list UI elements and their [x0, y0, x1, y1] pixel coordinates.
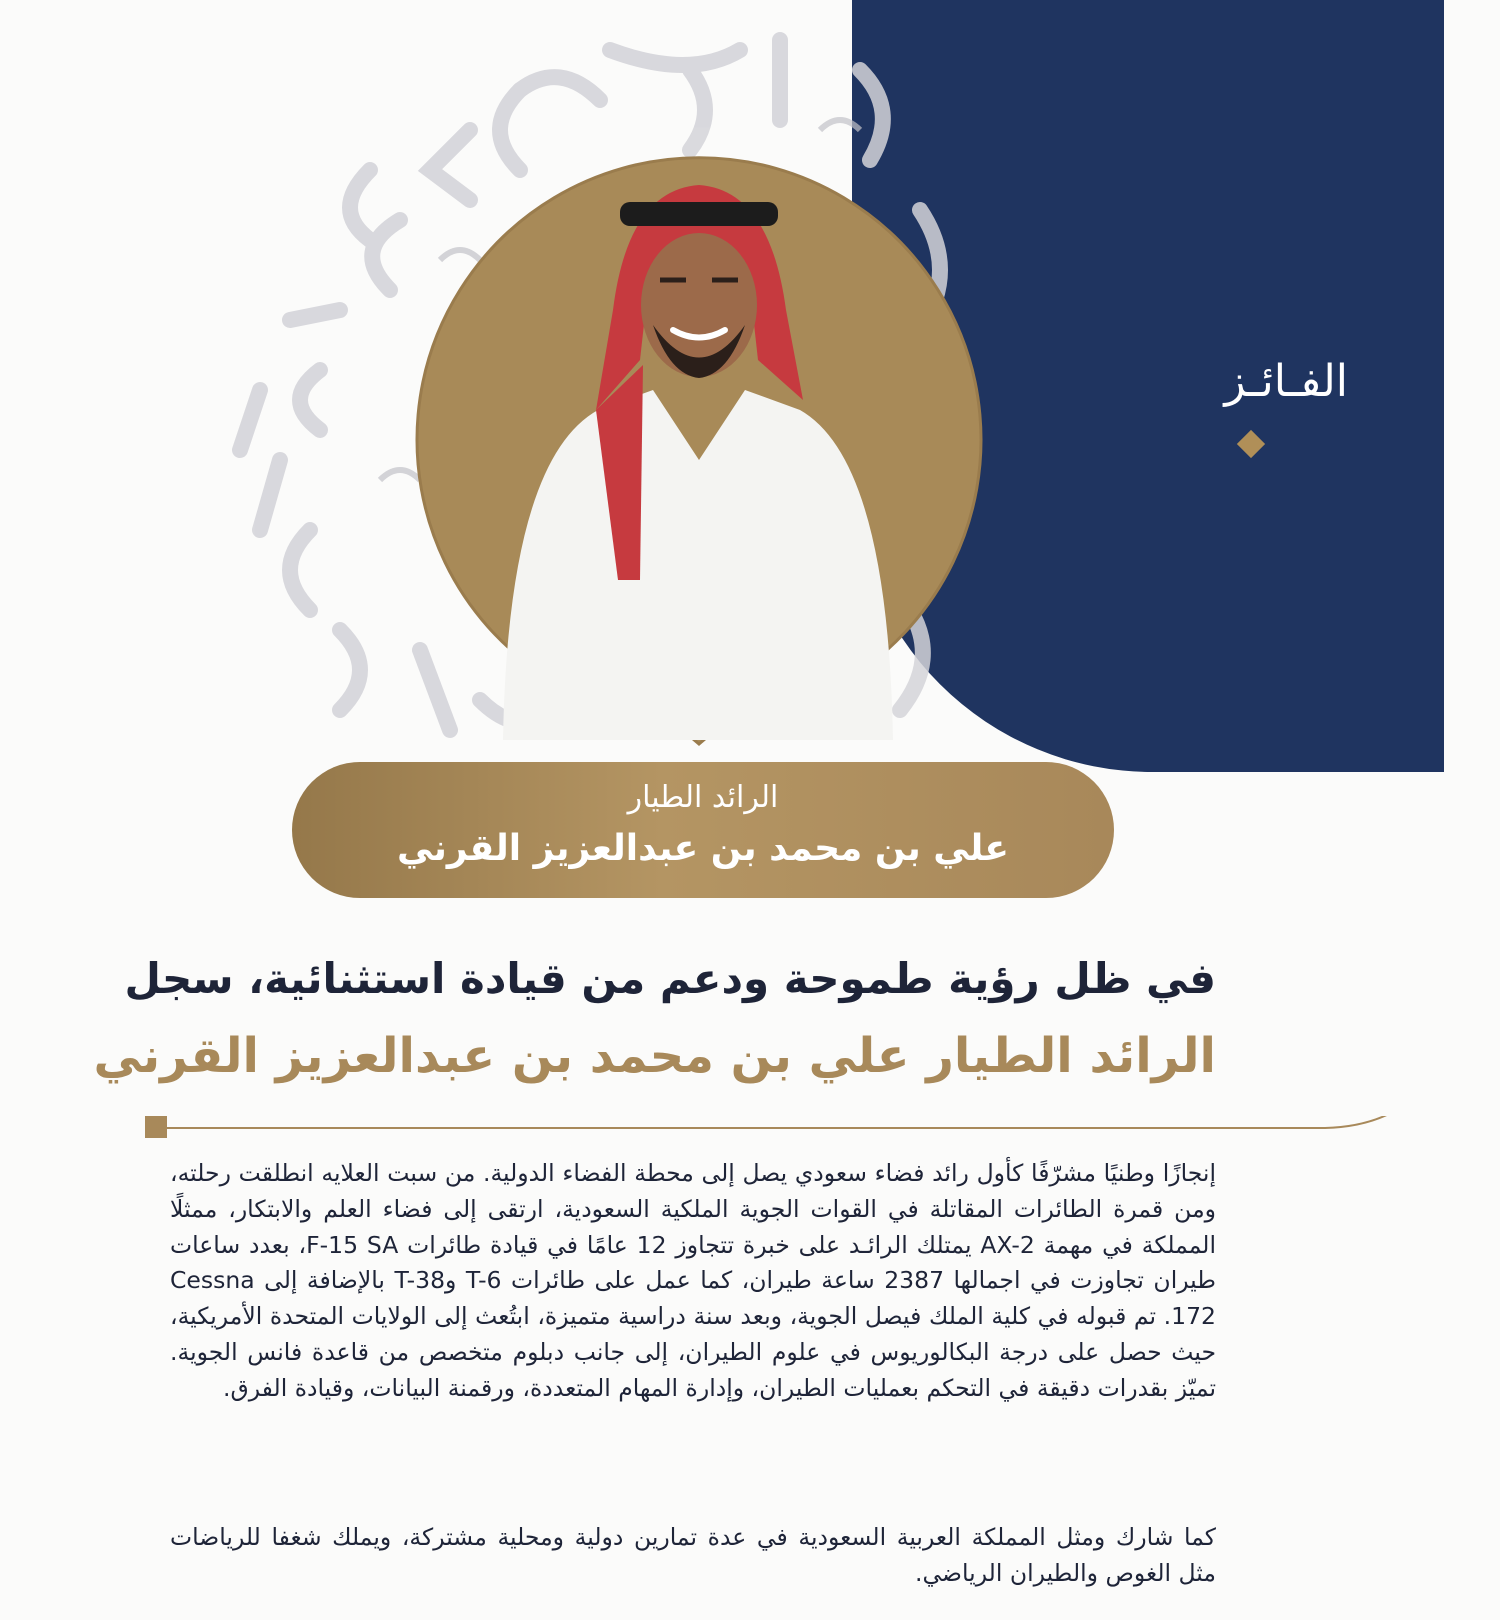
- headline-line-2: الرائد الطيار علي بن محمد بن عبدالعزيز القرني: [93, 1028, 1216, 1084]
- body-paragraph-1: إنجازًا وطنيًا مشرّفًا كأول رائد فضاء سعودي يصل إلى محطة الفضاء الدولية. من سبت العلايه انطلقت رحلته، ومن قمرة الطائرات المقاتلة في القوات الجوية الملكية السعودية، ارتقى إلى فضاء العلم والابتكار، ممثلًا المملكة في مهمة AX-2 يمتلك الرائـد على خبرة تتجاوز 12 عامًا في قيادة طائرات F-15 SA، بعدد ساعات طيران تجاوزت في اجمالها 2387 ساعة طيران، كما عمل على طائرات T-6 وT-38 بالإضافة إلى Cessna 172. تم قبوله في كلية الملك فيصل الجوية، وبعد سنة دراسية متميزة، ابتُعث إلى الولايات المتحدة الأمريكية، حيث حصل على درجة البكالوريوس في علوم الطيران، إلى جانب دبلوم متخصص من قاعدة فانس الجوية. تميّز بقدرات دقيقة في التحكم بعمليات الطيران، وإدارة المهام المتعددة، ورقمنة البيانات، وقيادة الفرق.: [170, 1159, 1216, 1402]
- portrait-medallion: [408, 140, 990, 750]
- winner-name: علي بن محمد بن عبدالعزيز القرني: [396, 828, 1010, 869]
- name-plate: [292, 762, 1114, 898]
- body-paragraph-2: كما شارك ومثل المملكة العربية السعودية في عدة تمارين دولية ومحلية مشتركة، ويملك شغفا للرياضات مثل الغوص والطيران الرياضي.: [170, 1523, 1216, 1587]
- headline-line-1: في ظل رؤية طموحة ودعم من قيادة استثنائية، سجل: [124, 954, 1216, 1003]
- divider-line: [145, 1116, 1445, 1156]
- winner-rank: الرائد الطيار: [627, 780, 779, 815]
- section-label: الفـائـز: [1224, 356, 1348, 407]
